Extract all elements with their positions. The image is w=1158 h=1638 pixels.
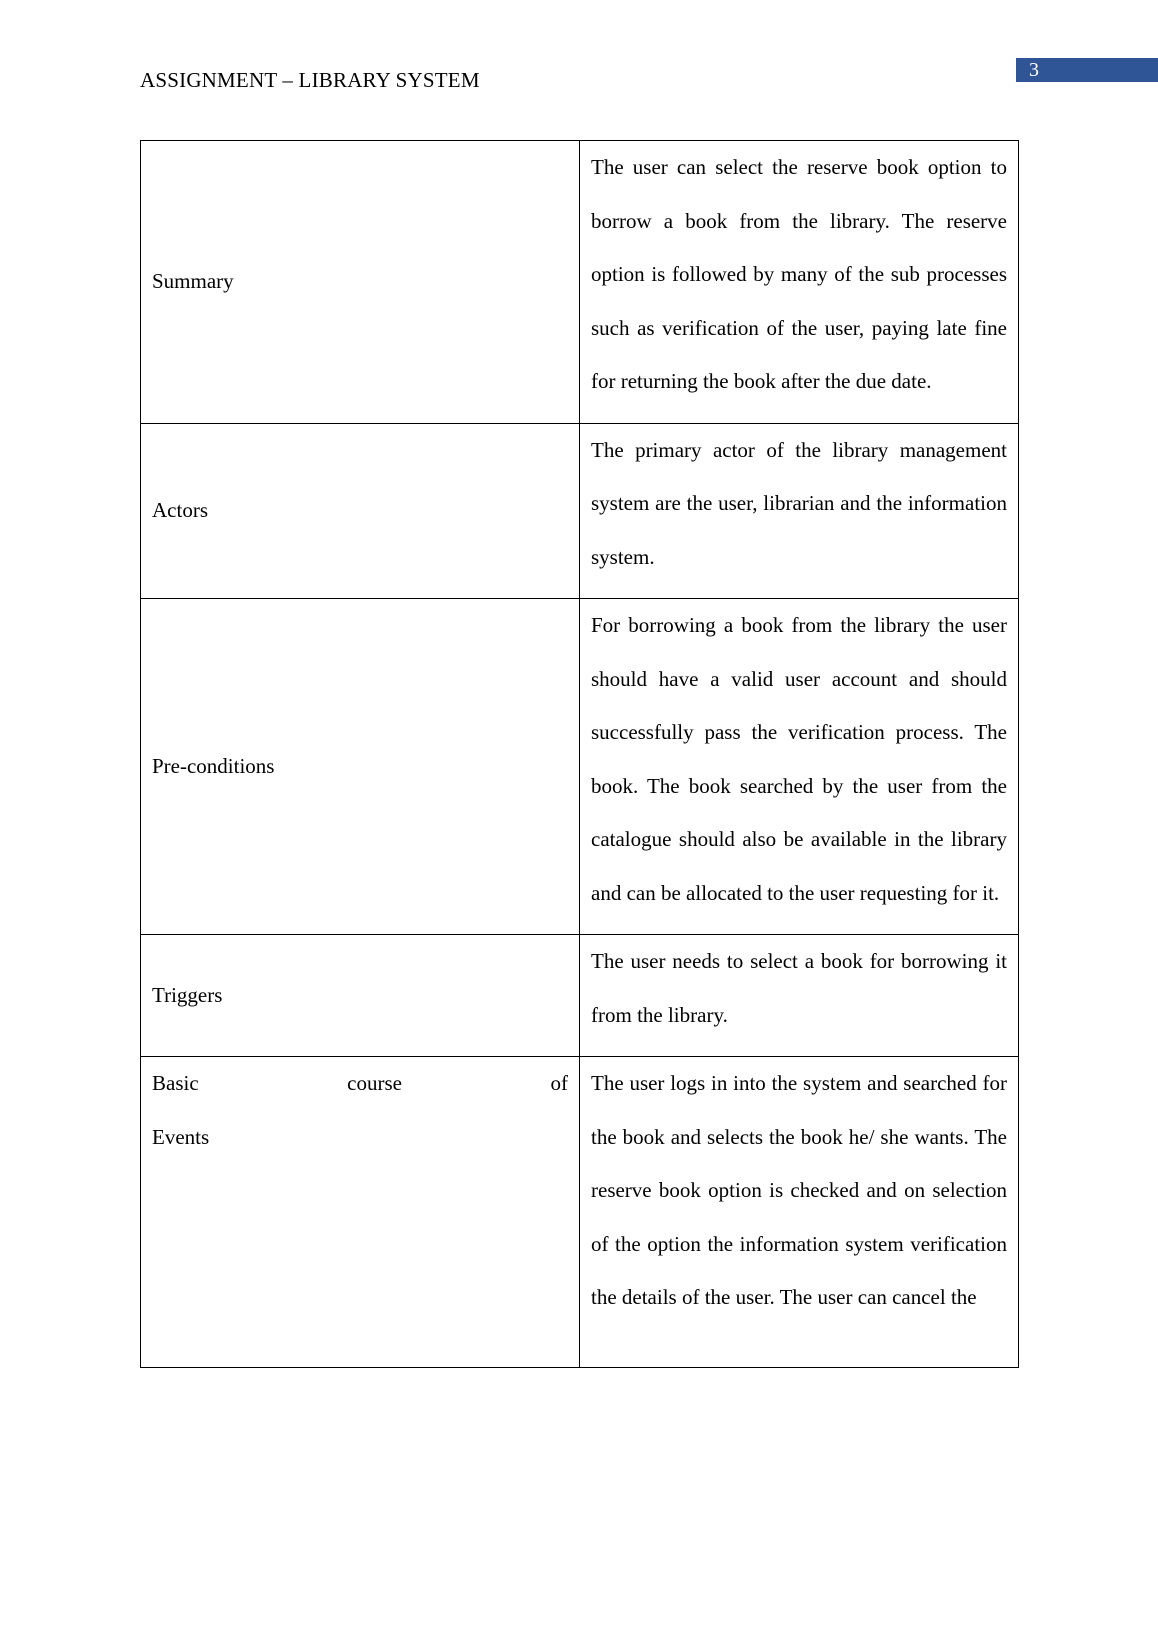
label-word: Basic xyxy=(152,1071,199,1095)
row-text-actors: The primary actor of the library management system are the user, librarian and the information system. xyxy=(580,423,1019,599)
row-text-summary: The user can select the reserve book option to borrow a book from the library. The reserve option is followed by many of the sub processes such as verification of the user, paying late fine for returning the book after the due date. xyxy=(580,141,1019,424)
label-line-2: Events xyxy=(152,1124,210,1149)
row-label-basic-course xyxy=(141,1057,580,1368)
table-row xyxy=(141,141,1019,424)
row-text-basic-course xyxy=(580,1057,1019,1368)
table-row xyxy=(141,423,1019,599)
label-word: of xyxy=(550,1071,568,1095)
row-label-triggers: Triggers xyxy=(141,935,580,1057)
row-label-summary: Summary xyxy=(141,141,580,424)
label-word: course xyxy=(347,1071,402,1095)
table-row xyxy=(141,935,1019,1057)
row-label-actors: Actors xyxy=(141,423,580,599)
row-text-preconditions: For borrowing a book from the library the user should have a valid user account and should successfully pass the verification process. The book. The book searched by the user from the catalogue should also be available in the library and can be allocated to the user requesting for it. xyxy=(580,599,1019,935)
row-text-triggers: The user needs to select a book for borrowing it from the library. xyxy=(580,935,1019,1057)
table-row xyxy=(141,1057,1019,1368)
document-header-title: ASSIGNMENT – LIBRARY SYSTEM xyxy=(140,68,480,92)
row-label-preconditions: Pre-conditions xyxy=(141,599,580,935)
label-line-1 xyxy=(152,1057,568,1111)
use-case-table xyxy=(140,140,1019,1368)
page-number-badge: 3 xyxy=(1016,58,1158,82)
table-row xyxy=(141,599,1019,935)
row-text-basic-course-body: The user logs in into the system and searched for the book and selects the book he/ she wants. The reserve book option is checked and on selection of the option the information system verification the details of the user. The user can cancel the xyxy=(591,1071,1007,1309)
